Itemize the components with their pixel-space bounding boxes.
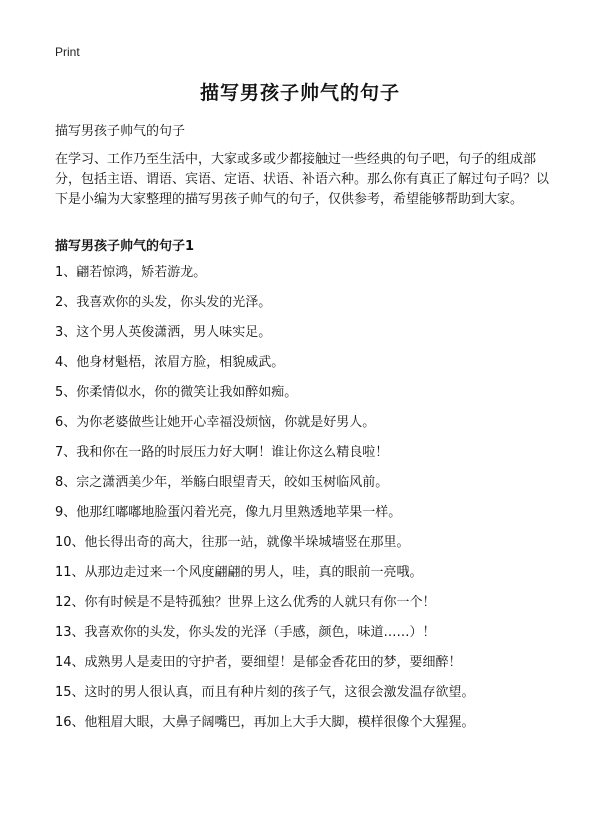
list-item: 12、你有时候是不是特孤独？世界上这么优秀的人就只有你一个！ xyxy=(55,595,436,610)
print-label[interactable]: Print xyxy=(55,45,80,59)
list-item: 13、我喜欢你的头发，你头发的光泽（手感，颜色，味道……）！ xyxy=(55,625,436,640)
list-item: 7、我和你在一路的时辰压力好大啊！谁让你这么精良啦！ xyxy=(55,445,389,460)
list-item: 3、这个男人英俊潇洒，男人味实足。 xyxy=(55,325,272,340)
page-title: 描写男孩子帅气的句子 xyxy=(199,82,400,104)
intro-paragraph: 在学习、工作乃至生活中，大家或多或少都接触过一些经典的句子吧，句子的组成部分，包括主语、谓语、宾语、定语、状语、补语六种。那么你有真正了解过句子吗？以下是小编为大家整理的描写男孩子帅气的句子，仅供参考，希望能够帮助到大家。 xyxy=(55,152,550,207)
list-item: 8、宗之潇洒美少年，举觞白眼望青天，皎如玉树临风前。 xyxy=(55,475,389,490)
document-subtitle: 描写男孩子帅气的句子 xyxy=(55,124,186,139)
list-item: 6、为你老婆做些让她开心幸福没烦恼，你就是好男人。 xyxy=(55,415,376,430)
list-item: 5、你柔情似水，你的微笑让我如醉如痴。 xyxy=(55,385,298,400)
list-item: 9、他那红嘟嘟地脸蛋闪着光亮，像九月里熟透地苹果一样。 xyxy=(55,505,402,520)
list-item: 4、他身材魁梧，浓眉方脸，相貌威武。 xyxy=(55,355,285,370)
list-item: 11、从那边走过来一个风度翩翩的男人，哇，真的眼前一亮哦。 xyxy=(55,565,423,580)
list-item: 15、这时的男人很认真，而且有种片刻的孩子气，这很会激发温存欲望。 xyxy=(55,685,475,700)
section-heading: 描写男孩子帅气的句子1 xyxy=(55,239,195,254)
list-item: 14、成熟男人是麦田的守护者，要细望！是郁金香花田的梦，要细醉！ xyxy=(55,655,462,670)
list-item: 2、我喜欢你的头发，你头发的光泽。 xyxy=(55,295,272,310)
list-item: 10、他长得出奇的高大，往那一站，就像半垛城墙竖在那里。 xyxy=(55,535,410,550)
list-item: 16、他粗眉大眼，大鼻子阔嘴巴，再加上大手大脚，模样很像个大猩猩。 xyxy=(55,715,475,730)
list-item: 1、翩若惊鸿，矫若游龙。 xyxy=(55,265,207,280)
sentence-list xyxy=(55,264,565,744)
